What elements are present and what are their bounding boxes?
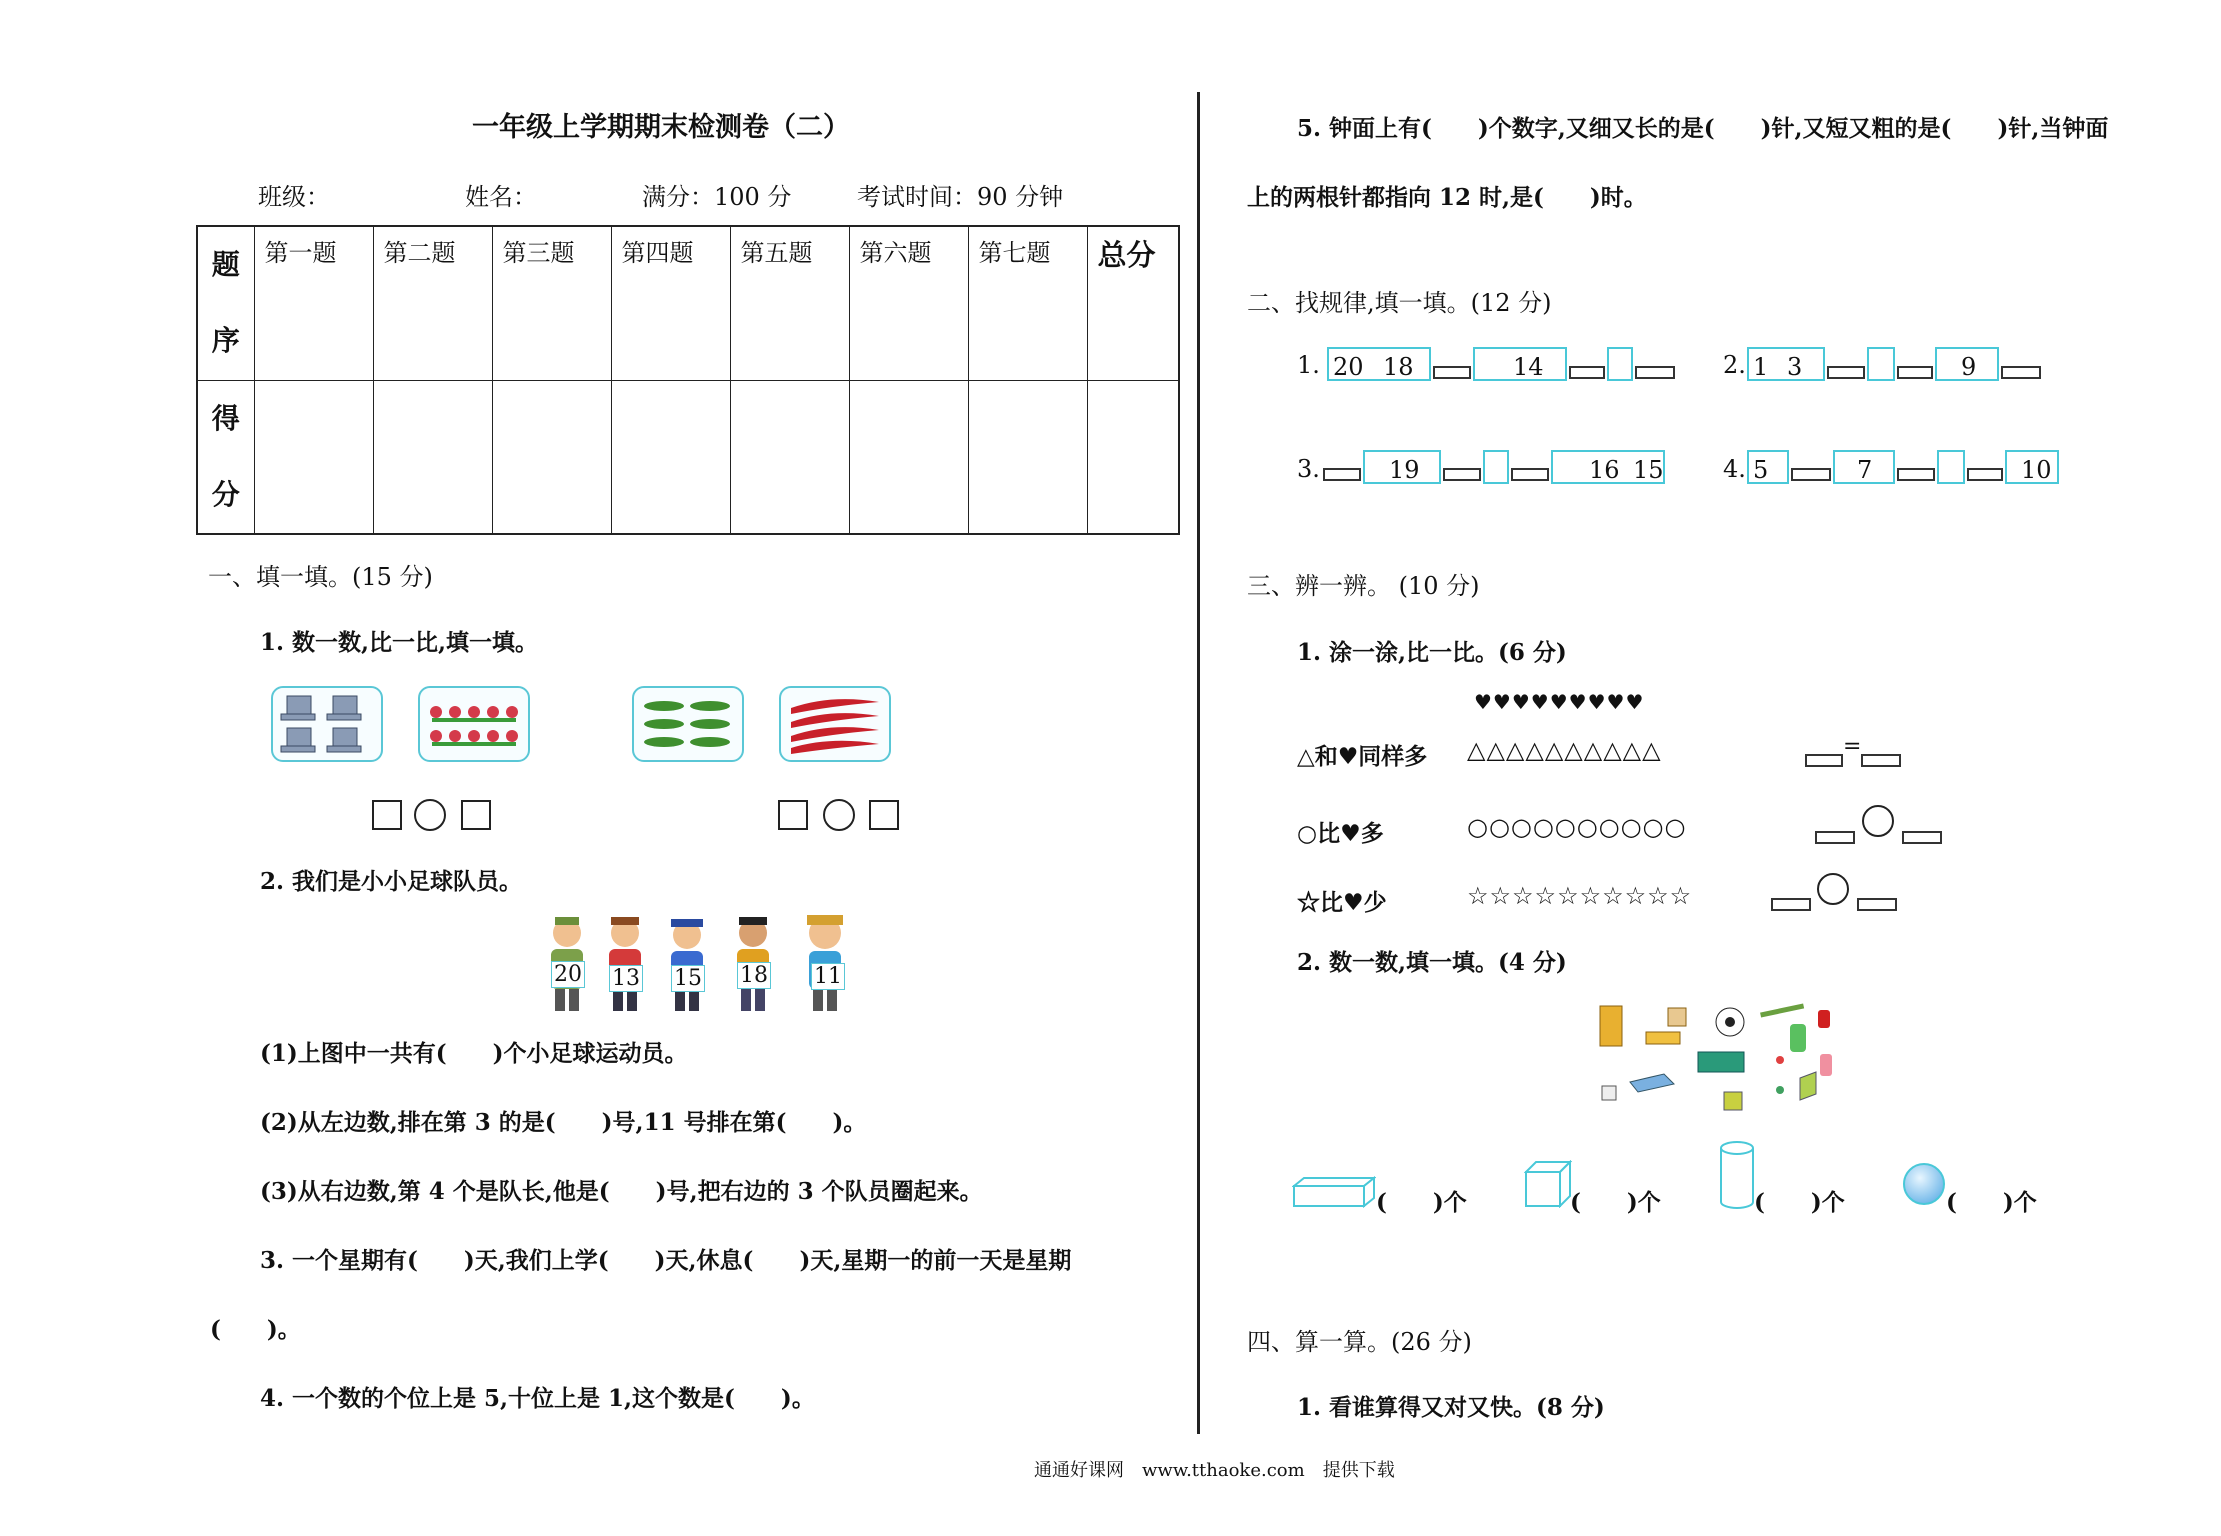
player-number: 15 [671, 965, 705, 992]
score-cell[interactable] [849, 380, 968, 534]
blank-box[interactable] [1967, 468, 2003, 481]
count-fill-cuboid: ( )个 [1376, 1189, 1467, 1216]
player-number: 20 [551, 961, 585, 988]
blank-box[interactable] [1791, 468, 1831, 481]
blank-box[interactable] [1569, 366, 1605, 379]
row-c-shapes: ☆☆☆☆☆☆☆☆☆☆ [1467, 882, 1693, 910]
s1-q2-3: (3)从右边数,第 4 个是队长,他是( )号,把右边的 3 个队员圈起来。 [260, 1178, 983, 1205]
pattern-box: 14 [1473, 347, 1567, 381]
solids-picture [1594, 996, 1874, 1120]
col-q2: 第二题 [373, 226, 492, 380]
blank-box[interactable] [1897, 366, 1933, 379]
blank-box[interactable] [1433, 366, 1471, 379]
blank-box[interactable] [1897, 468, 1935, 481]
row-b-shapes: ○○○○○○○○○○ [1467, 813, 1687, 841]
cube-icon [1524, 1160, 1572, 1212]
blank-box[interactable] [1827, 366, 1865, 379]
blank-box[interactable] [1771, 898, 1811, 911]
blank-box[interactable] [1635, 366, 1675, 379]
q5-line2: 上的两根针都指向 12 时,是( )时。 [1247, 184, 1647, 211]
s1-q2: 2. 我们是小小足球队员。 [260, 868, 523, 895]
score-cell[interactable] [1087, 380, 1179, 534]
score-table [196, 225, 1180, 535]
name-label: 姓名： [465, 183, 537, 211]
row-head-order: 题 序 [197, 226, 254, 380]
col-q4: 第四题 [611, 226, 730, 380]
answer-square[interactable] [372, 800, 402, 830]
s3-q2: 2. 数一数,填一填。(4 分) [1297, 949, 1567, 976]
blank-box[interactable] [1443, 468, 1481, 481]
score-cell[interactable] [730, 380, 849, 534]
column-divider [1197, 92, 1200, 1434]
peppers-picture [779, 686, 891, 762]
pattern-box: 10 [2005, 450, 2059, 484]
col-q6: 第六题 [849, 226, 968, 380]
answer-square[interactable] [869, 800, 899, 830]
score-cell[interactable] [492, 380, 611, 534]
section2-heading: 二、找规律,填一填。(12 分) [1247, 289, 1552, 317]
s1-q2-1: (1)上图中一共有( )个小足球运动员。 [260, 1040, 688, 1067]
flowers-picture [418, 686, 530, 762]
equal-sign: = [1843, 734, 1862, 759]
col-q1: 第一题 [254, 226, 373, 380]
cylinder-icon [1718, 1140, 1756, 1214]
s4-q1: 1. 看谁算得又对又快。(8 分) [1297, 1394, 1605, 1421]
count-fill-cube: ( )个 [1570, 1189, 1661, 1216]
pattern-box: 1 3 [1747, 347, 1825, 381]
page-title: 一年级上学期期末检测卷（二） [472, 112, 850, 143]
s1-q3-line1: 3. 一个星期有( )天,我们上学( )天,休息( )天,星期一的前一天是星期 [260, 1247, 1072, 1274]
pattern-label: 4. [1723, 455, 1746, 483]
pattern-box[interactable] [1483, 450, 1509, 484]
blank-box[interactable] [1323, 468, 1361, 481]
count-fill-sphere: ( )个 [1946, 1189, 2037, 1216]
col-total: 总分 [1087, 226, 1179, 380]
s1-q3-line2: ( )。 [210, 1316, 301, 1343]
full-score: 满分：100 分 [642, 183, 792, 211]
pattern-label: 2. [1723, 351, 1746, 379]
pattern-box: 7 [1833, 450, 1895, 484]
score-cell[interactable] [968, 380, 1087, 534]
pattern-box[interactable] [1937, 450, 1965, 484]
row-c-label: ☆比♥少 [1297, 889, 1387, 916]
sphere-icon [1902, 1162, 1946, 1210]
blank-box[interactable] [1857, 898, 1897, 911]
blank-box[interactable] [1805, 754, 1843, 767]
players-picture [545, 915, 865, 1015]
score-cell[interactable] [373, 380, 492, 534]
hearts-row: ♥♥♥♥♥♥♥♥♥ [1474, 690, 1645, 714]
blank-box[interactable] [1902, 831, 1942, 844]
row-a-label: △和♥同样多 [1297, 743, 1428, 770]
col-q5: 第五题 [730, 226, 849, 380]
pattern-box: 16 15 [1551, 450, 1665, 484]
section3-heading: 三、辨一辨。 (10 分) [1247, 572, 1480, 600]
compare-circle[interactable] [1862, 805, 1894, 837]
score-cell[interactable] [254, 380, 373, 534]
pattern-box[interactable] [1867, 347, 1895, 381]
row-head-score: 得 分 [197, 380, 254, 534]
pattern-box: 5 [1747, 450, 1789, 484]
player-number: 18 [737, 962, 771, 989]
compare-circle[interactable] [414, 799, 446, 831]
q5-line1: 5. 钟面上有( )个数字,又细又长的是( )针,又短又粗的是( )针,当钟面 [1297, 115, 2109, 142]
computers-picture [271, 686, 383, 762]
pattern-box: 9 [1935, 347, 1999, 381]
s1-q1: 1. 数一数,比一比,填一填。 [260, 629, 539, 656]
pattern-label: 1. [1297, 351, 1320, 379]
cuboid-icon [1292, 1176, 1376, 1212]
answer-square[interactable] [461, 800, 491, 830]
blank-box[interactable] [1815, 831, 1855, 844]
col-q7: 第七题 [968, 226, 1087, 380]
pattern-box: 19 [1363, 450, 1441, 484]
row-a-shapes: △△△△△△△△△△ [1467, 736, 1662, 764]
compare-circle[interactable] [1817, 873, 1849, 905]
s1-q2-2: (2)从左边数,排在第 3 的是( )号,11 号排在第( )。 [260, 1109, 867, 1136]
exam-time: 考试时间：90 分钟 [857, 183, 1064, 211]
score-cell[interactable] [611, 380, 730, 534]
s1-q4: 4. 一个数的个位上是 5,十位上是 1,这个数是( )。 [260, 1385, 815, 1412]
count-fill-cylinder: ( )个 [1754, 1189, 1845, 1216]
footer-text: 通通好课网 www.tthaoke.com 提供下载 [1034, 1460, 1395, 1481]
player-number: 13 [609, 965, 643, 992]
player-number: 11 [811, 963, 845, 990]
section1-heading: 一、填一填。(15 分) [208, 563, 433, 591]
answer-square[interactable] [778, 800, 808, 830]
pattern-label: 3. [1297, 455, 1320, 483]
row-b-label: ○比♥多 [1297, 820, 1384, 847]
pattern-box[interactable] [1607, 347, 1633, 381]
cucumbers-picture [632, 686, 744, 762]
blank-box[interactable] [1861, 754, 1901, 767]
pattern-box: 20 18 [1327, 347, 1431, 381]
section4-heading: 四、算一算。(26 分) [1247, 1328, 1472, 1356]
s3-q1: 1. 涂一涂,比一比。(6 分) [1297, 639, 1567, 666]
compare-circle[interactable] [823, 799, 855, 831]
blank-box[interactable] [1511, 468, 1549, 481]
blank-box[interactable] [2001, 366, 2041, 379]
class-label: 班级： [258, 183, 330, 211]
col-q3: 第三题 [492, 226, 611, 380]
